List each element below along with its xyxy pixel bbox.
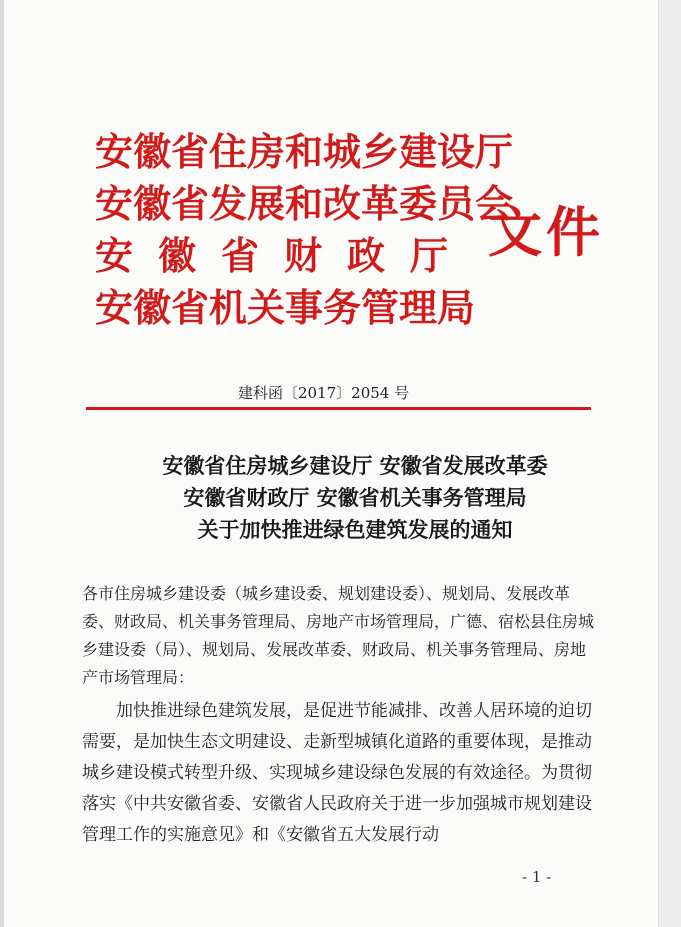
page-number: - 1 - <box>522 868 552 886</box>
red-divider <box>86 407 591 410</box>
scan-left-edge <box>0 0 4 927</box>
document-body <box>82 580 594 851</box>
scan-right-edge <box>658 0 681 927</box>
addressee-paragraph: 各市住房城乡建设委（城乡建设委、规划建设委）、规划局、发展改革委、财政局、机关事务管理局、房地产市场管理局，广德、宿松县住房城乡建设委（局）、规划局、发展改革委、财政局、机关事务管理局、房地产市场管理局： <box>82 584 595 687</box>
title-line-2: 安徽省财政厅 安徽省机关事务管理局 <box>183 485 527 510</box>
issuer-finance-dept: 安徽省财政厅 <box>95 233 474 278</box>
issuer-housing-dept: 安徽省住房和城乡建设厅 <box>95 129 514 174</box>
body-paragraph: 加快推进绿色建筑发展，是促进节能减排、改善人居环境的迫切需要，是加快生态文明建设、走新型城镇化道路的重要体现，是推动城乡建设模式转型升级、实现城乡建设绿色发展的有效途径。为贯彻落实《中共安徽省委、安徽省人民政府关于进一步加强城市规划建设管理工作的实施意见》和《安徽省五大发展行动 <box>82 701 592 845</box>
document-number: 建科函〔2017〕2054 号 <box>238 384 410 402</box>
issuer-affairs-bureau: 安徽省机关事务管理局 <box>95 285 476 330</box>
issuer-development-commission: 安徽省发展和改革委员会 <box>95 181 514 226</box>
title-line-3: 关于加快推进绿色建筑发展的通知 <box>197 517 513 542</box>
issuing-agencies <box>95 126 513 334</box>
document-title <box>60 450 650 546</box>
file-word-mark: 文件 <box>488 200 604 264</box>
title-line-1: 安徽省住房城乡建设厅 安徽省发展改革委 <box>162 453 548 478</box>
